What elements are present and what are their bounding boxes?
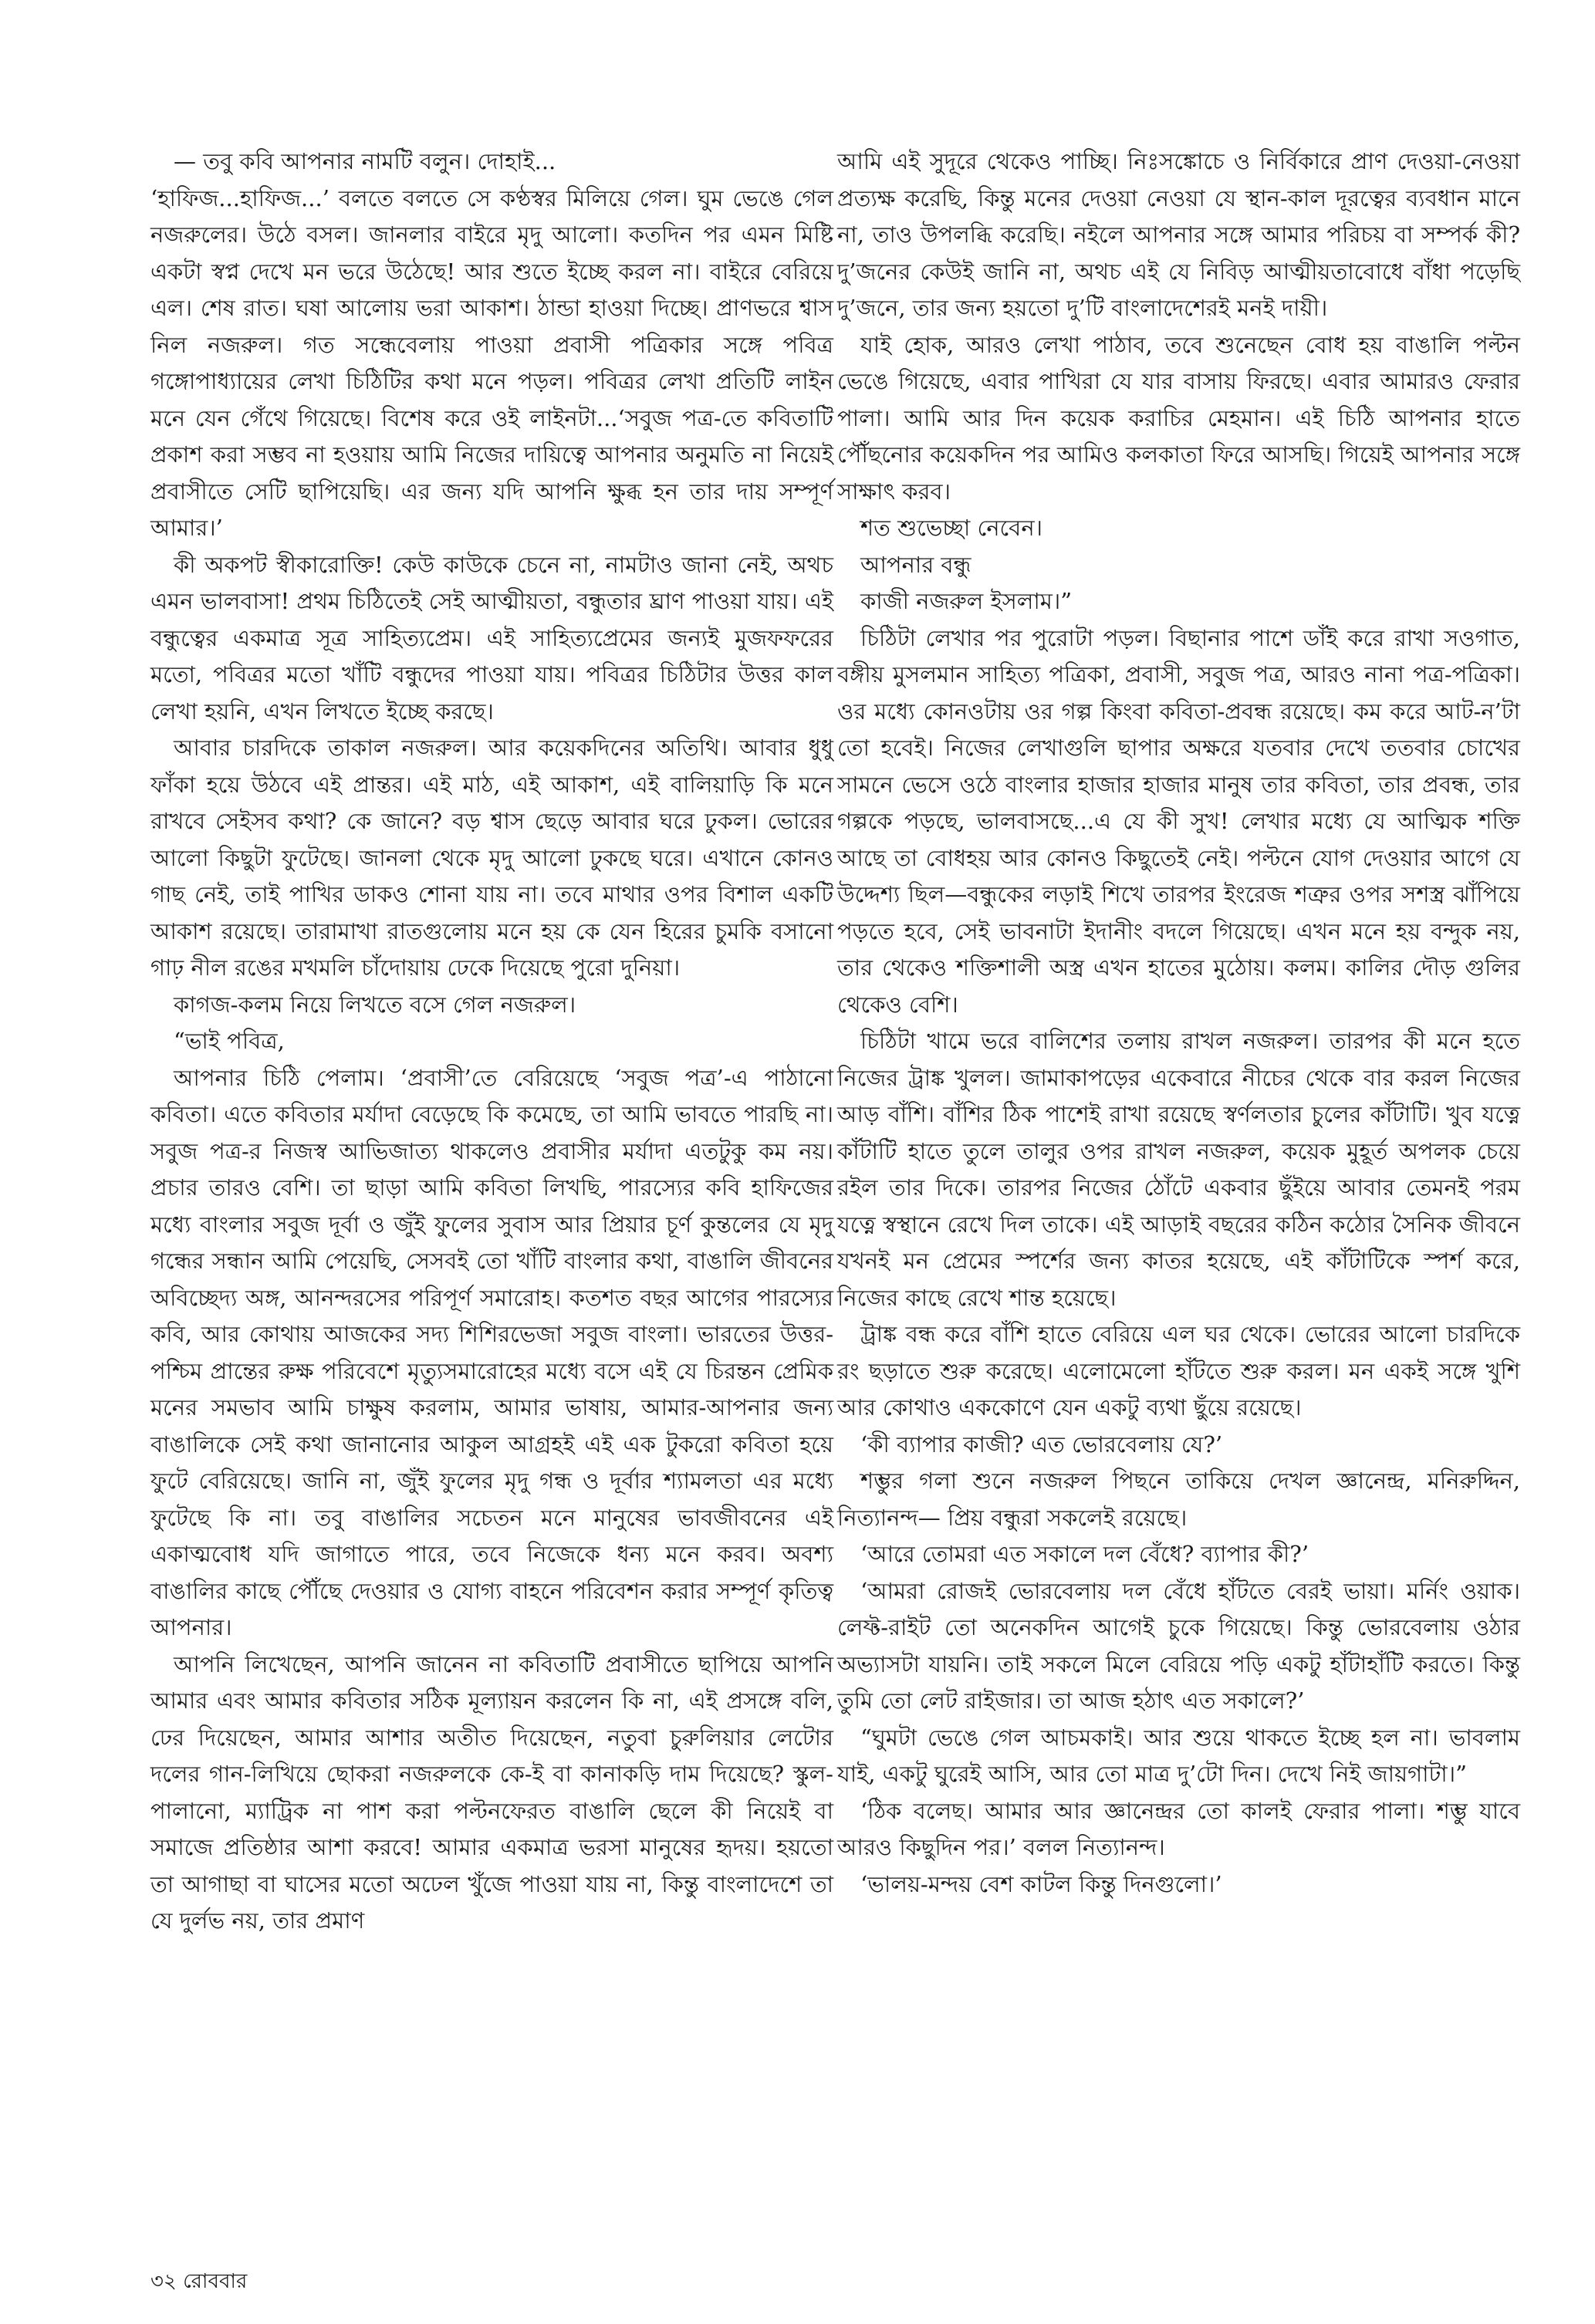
- paragraph: আবার চারদিকে তাকাল নজরুল। আর কয়েকদিনের অতিথি। আবার ধুধু ফাঁকা হয়ে উঠবে এই প্রান্তর। এই মাঠ, এই আকাশ, এই বালিয়াড়ি কি মনে রাখবে সেইসব কথা? কে জানে? বড় শ্বাস ছেড়ে আবার ঘরে ঢুকল। ভোরের আলো কিছুটা ফুটেছে। জানলা থেকে মৃদু আলো ঢুকছে ঘরে। এখানে কোনও গাছ নেই, তাই পাখির ডাকও শোনা যায় না। তবে মাথার ওপর বিশাল একটি আকাশ রয়েছে। তারামাখা রাতগুলোয় মনে হয় কে যেন হিরের চুমকি বসানো গাঢ় নীল রঙের মখমলি চাঁদোয়ায় ঢেকে দিয়েছে পুরো দুনিয়া।: [150, 735, 833, 981]
- paragraph: আপনি লিখেছেন, আপনি জানেন না কবিতাটি প্রবাসীতে ছাপিয়ে আপনি আমার এবং আমার কবিতার সঠিক মূল্যায়ন করলেন কি না, এই প্রসঙ্গে বলি, ঢের দিয়েছেন, আমার আশার অতীত দিয়েছেন, নতুবা চুরুলিয়ার লেটোর দলের গান-লিখিয়ে ছোকরা নজরুলকে কে-ই বা কানাকড়ি দাম দিয়েছে? স্কুল-পালানো, ম্যাট্রিক না পাশ করা পল্টনফেরত বাঙালি ছেলে কী নিয়েই বা সমাজে প্রতিষ্ঠার আশা করবে! আমার একমাত্র ভরসা মানুষের হৃদয়। হয়তো তা আগাছা বা ঘাসের মতো অঢেল খুঁজে পাওয়া যায় না, কিন্তু বাংলাদেশে তা যে দুর্লভ নয়, তার প্রমাণ: [150, 1650, 833, 1934]
- page-footer: [150, 2265, 247, 2299]
- paragraph: কী অকপট স্বীকারোক্তি! কেউ কাউকে চেনে না, নামটাও জানা নেই, অথচ এমন ভালবাসা! প্রথম চিঠিতেই সেই আত্মীয়তা, বন্ধুতার ঘ্রাণ পাওয়া যায়। এই বন্ধুত্বের একমাত্র সূত্র সাহিত্যপ্রেম। এই সাহিত্যপ্রেমের জন্যই মুজফফরের মতো, পবিত্রর মতো খাঁটি বন্ধুদের পাওয়া যায়। পবিত্রর চিঠিটার উত্তর কাল লেখা হয়নি, এখন লিখতে ইচ্ছে করছে।: [150, 551, 833, 725]
- paragraph: “ঘুমটা ভেঙে গেল আচমকাই। আর শুয়ে থাকতে ইচ্ছে হল না। ভাবলাম যাই, একটু ঘুরেই আসি, আর তো মাত্র দু’টো দিন। দেখে নিই জায়গাটা।”: [837, 1724, 1520, 1787]
- paragraph: চিঠিটা খামে ভরে বালিশের তলায় রাখল নজরুল। তারপর কী মনে হতে নিজের ট্রাঙ্ক খুলল। জামাকাপড়ের একেবারে নীচের থেকে বার করল নিজের আড় বাঁশি। বাঁশির ঠিক পাশেই রাখা রয়েছে স্বর্ণলতার চুলের কাঁটাটি। খুব যত্নে কাঁটাটি হাতে তুলে তালুর ওপর রাখল নজরুল, কয়েক মুহূর্ত অপলক চেয়ে রইল তার দিকে। তারপর নিজের ঠোঁটে একবার ছুঁইয়ে আবার তেমনই পরম যত্নে স্বস্থানে রেখে দিল তাকে। এই আড়াই বছরের কঠিন কঠোর সৈনিক জীবনে যখনই মন প্রেমের স্পর্শের জন্য কাতর হয়েছে, এই কাঁটাটিকে স্পর্শ করে, নিজের কাছে রেখে শান্ত হয়েছে।: [837, 1028, 1520, 1311]
- paragraph: — তবু কবি আপনার নামটি বলুন। দোহাই...: [174, 148, 556, 174]
- paragraph: ‘আমরা রোজই ভোরবেলায় দল বেঁধে হাঁটতে বেরই ভায়া। মর্নিং ওয়াক। লেফ্ট-রাইট তো অনেকদিন আগেই চুকে গিয়েছে। কিন্তু ভোরবেলায় ওঠার অভ্যাসটা যায়নি। তাই সকলে মিলে বেরিয়ে পড়ি একটু হাঁটাহাঁটি করতে। কিন্তু তুমি তো লেট রাইজার। তা আজ হঠাৎ এত সকালে?’: [837, 1577, 1520, 1714]
- paragraph: যাই হোক, আরও লেখা পাঠাব, তবে শুনেছেন বোধ হয় বাঙালি পল্টন ভেঙে গিয়েছে, এবার পাখিরা যে যার বাসায় ফিরছে। এবার আমারও ফেরার পালা। আমি আর দিন কয়েক করাচির মেহমান। এই চিঠি আপনার হাতে পৌঁছনোর কয়েকদিন পর আমিও কলকাতা ফিরে আসছি। গিয়েই আপনার সঙ্গে সাক্ষাৎ করব।: [837, 331, 1520, 505]
- paragraph: ‘কী ব্যাপার কাজী? এত ভোরবেলায় যে?’: [860, 1431, 1223, 1458]
- paragraph: শত শুভেচ্ছা নেবেন।: [860, 515, 1042, 541]
- paragraph: ‘আরে তোমরা এত সকালে দল বেঁধে? ব্যাপার কী?’: [860, 1541, 1309, 1567]
- paragraph: “ভাই পবিত্র,: [174, 1028, 285, 1054]
- paragraph: শম্ভুর গলা শুনে নজরুল পিছনে তাকিয়ে দেখল জ্ঞানেন্দ্র, মনিরুদ্দিন, নিত্যানন্দ— প্রিয় বন্ধুরা সকলেই রয়েছে।: [837, 1468, 1520, 1531]
- paragraph: ট্রাঙ্ক বন্ধ করে বাঁশি হাতে বেরিয়ে এল ঘর থেকে। ভোরের আলো চারদিকে রং ছড়াতে শুরু করেছে। এলোমেলো হাঁটতে শুরু করল। মন একই সঙ্গে খুশি আর কোথাও এককোণে যেন একটু ব্যথা ছুঁয়ে রয়েছে।: [837, 1321, 1520, 1420]
- page-number: ৩২: [150, 2270, 177, 2293]
- paragraph: কাজী নজরুল ইসলাম।”: [860, 588, 1073, 614]
- paragraph: আমি এই সুদূরে থেকেও পাচ্ছি। নিঃসঙ্কোচে ও নির্বিকারে প্রাণ দেওয়া-নেওয়া প্রত্যক্ষ করেছি, কিন্তু মনের দেওয়া নেওয়া যে স্থান-কাল দূরত্বের ব্যবধান মানে না, তাও উপলব্ধি করেছি। নইলে আপনার সঙ্গে আমার পরিচয় বা সম্পর্ক কী? দু’জনের কেউই জানি না, অথচ এই যে নিবিড় আত্মীয়তাবোধে বাঁধা পড়েছি দু’জনে, তার জন্য হয়তো দু’টি বাংলাদেশেরই মনই দায়ী।: [837, 148, 1520, 321]
- right-text-column: [837, 144, 1520, 1903]
- paragraph: ‘ঠিক বলেছ। আমার আর জ্ঞানেন্দ্রর তো কালই ফেরার পালা। শম্ভু যাবে আরও কিছুদিন পর।’ বলল নিত্যানন্দ।: [837, 1797, 1520, 1860]
- paragraph: আপনার বন্ধু: [860, 551, 972, 578]
- paragraph: আপনার চিঠি পেলাম। ‘প্রবাসী’তে বেরিয়েছে ‘সবুজ পত্র’-এ পাঠানো কবিতা। এতে কবিতার মর্যাদা বেড়েছে কি কমেছে, তা আমি ভাবতে পারছি না। সবুজ পত্র-র নিজস্ব আভিজাত্য থাকলেও প্রবাসীর মর্যাদা এতটুকু কম নয়। প্রচার তারও বেশি। তা ছাড়া আমি কবিতা লিখছি, পারস্যের কবি হাফিজের মধ্যে বাংলার সবুজ দূর্বা ও জুঁই ফুলের সুবাস আর প্রিয়ার চূর্ণ কুন্তলের যে মৃদু গন্ধের সন্ধান আমি পেয়েছি, সেসবই তো খাঁটি বাংলার কথা, বাঙালি জীবনের অবিচ্ছেদ্য অঙ্গ, আনন্দরসের পরিপূর্ণ সমারোহ। কতশত বছর আগের পারস্যের কবি, আর কোথায় আজকের সদ্য শিশিরভেজা সবুজ বাংলা। ভারতের উত্তর-পশ্চিম প্রান্তের রুক্ষ পরিবেশে মৃত্যুসমারোহের মধ্যে বসে এই যে চিরন্তন প্রেমিক মনের সমভাব আমি চাক্ষুষ করলাম, আমার ভাষায়, আমার-আপনার জন্য বাঙালিকে সেই কথা জানানোর আকুল আগ্রহই এই এক টুকরো কবিতা হয়ে ফুটে বেরিয়েছে। জানি না, জুঁই ফুলের মৃদু গন্ধ ও দূর্বার শ্যামলতা এর মধ্যে ফুটেছে কি না। তবু বাঙালির সচেতন মনে মানুষের ভাবজীবনের এই একাত্মবোধ যদি জাগাতে পারে, তবে নিজেকে ধন্য মনে করব। অবশ্য বাঙালির কাছে পৌঁছে দেওয়ার ও যোগ্য বাহনে পরিবেশন করার সম্পূর্ণ কৃতিত্ব আপনার।: [150, 1064, 833, 1640]
- paragraph: ‘ভালয়-মন্দয় বেশ কাটল কিন্তু দিনগুলো।’: [860, 1870, 1222, 1897]
- paragraph: ‘হাফিজ...হাফিজ...’ বলতে বলতে সে কণ্ঠস্বর মিলিয়ে গেল। ঘুম ভেঙে গেল নজরুলের। উঠে বসল। জানলার বাইরে মৃদু আলো। কতদিন পর এমন মিষ্টি একটা স্বপ্ন দেখে মন ভরে উঠেছে! আর শুতে ইচ্ছে করল না। বাইরে বেরিয়ে এল। শেষ রাত। ঘষা আলোয় ভরা আকাশ। ঠান্ডা হাওয়া দিচ্ছে। প্রাণভরে শ্বাস নিল নজরুল। গত সন্ধেবেলায় পাওয়া প্রবাসী পত্রিকার সঙ্গে পবিত্র গঙ্গোপাধ্যায়ের লেখা চিঠিটির কথা মনে পড়ল। পবিত্রর লেখা প্রতিটি লাইন মনে যেন গেঁথে গিয়েছে। বিশেষ করে ওই লাইনটা...‘সবুজ পত্র-তে কবিতাটি প্রকাশ করা সম্ভব না হওয়ায় আমি নিজের দায়িত্বে আপনার অনুমতি না নিয়েই প্রবাসীতে সেটি ছাপিয়েছি। এর জন্য যদি আপনি ক্ষুব্ধ হন তার দায় সম্পূর্ণ আমার।’: [150, 184, 833, 541]
- magazine-name: রোববার: [183, 2270, 248, 2293]
- paragraph: চিঠিটা লেখার পর পুরোটা পড়ল। বিছানার পাশে ডাঁই করে রাখা সওগাত, বঙ্গীয় মুসলমান সাহিত্য পত্রিকা, প্রবাসী, সবুজ পত্র, আরও নানা পত্র-পত্রিকা। ওর মধ্যে কোনওটায় ওর গল্প কিংবা কবিতা-প্রবন্ধ রয়েছে। কম করে আট-ন’টা তো হবেই। নিজের লেখাগুলি ছাপার অক্ষরে যতবার দেখে ততবার চোখের সামনে ভেসে ওঠে বাংলার হাজার হাজার মানুষ তার কবিতা, তার প্রবন্ধ, তার গল্পকে পড়ছে, ভালবাসছে...এ যে কী সুখ! লেখার মধ্যে যে আত্মিক শক্তি আছে তা বোধহয় আর কোনও কিছুতেই নেই। পল্টনে যোগ দেওয়ার আগে যে উদ্দেশ্য ছিল—বন্ধুকের লড়াই শিখে তারপর ইংরেজ শত্রুর ওপর সশস্ত্র ঝাঁপিয়ে পড়তে হবে, সেই ভাবনাটা ইদানীং বদলে গিয়েছে। এখন মনে হয় বন্দুক নয়, তার থেকেও শক্তিশালী অস্ত্র এখন হাতের মুঠোয়। কলম। কালির দৌড় গুলির থেকেও বেশি।: [837, 624, 1520, 1018]
- left-text-column: [150, 144, 833, 1940]
- paragraph: কাগজ-কলম নিয়ে লিখতে বসে গেল নজরুল।: [174, 991, 576, 1018]
